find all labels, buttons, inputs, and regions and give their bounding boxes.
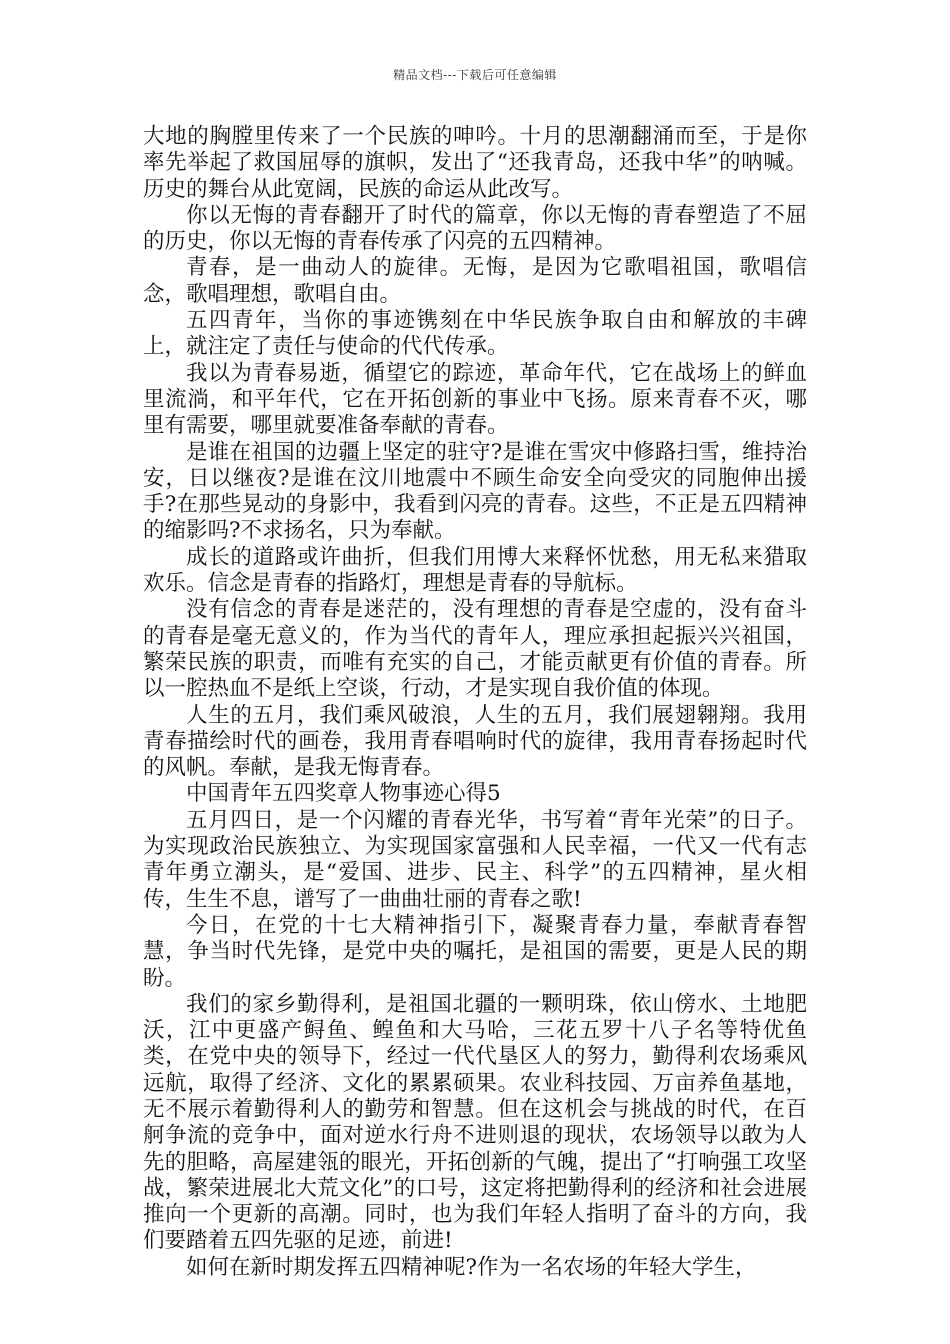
paragraph: 青春，是一曲动人的旋律。无悔，是因为它歌唱祖国，歌唱信念，歌唱理想，歌唱自由。 <box>143 255 807 307</box>
paragraph: 我以为青春易逝，循望它的踪迹，革命年代，它在战场上的鲜血里流淌，和平年代，它在开拓创新的事业中飞扬。原来青春不灭，哪里有需要，哪里就要准备奉献的青春。 <box>143 360 807 439</box>
document-body <box>143 124 807 1281</box>
section-heading: 中国青年五四奖章人物事迹心得5 <box>186 781 501 807</box>
page-header: 精品文档---下载后可任意编辑 <box>393 68 557 82</box>
paragraph: 今日，在党的十七大精神指引下，凝聚青春力量，奉献青春智慧，争当时代先锋，是党中央的嘱托，是祖国的需要，更是人民的期盼。 <box>143 912 807 991</box>
paragraph: 成长的道路或许曲折，但我们用博大来释怀忧愁，用无私来猎取欢乐。信念是青春的指路灯，理想是青春的导航标。 <box>143 544 807 597</box>
paragraph: 我们的家乡勤得利，是祖国北疆的一颗明珠，依山傍水、土地肥沃，江中更盛产鲟鱼、鳇鱼和大马哈，三花五罗十八子名等特优鱼类，在党中央的领导下，经过一代代垦区人的努力，勤得利农场乘风远航，取得了经济、文化的累累硕果。农业科技园、万亩养鱼基地，无不展示着勤得利人的勤劳和智慧。但在这机会与挑战的时代，在百舸争流的竞争中，面对逆水行舟不进则退的现状，农场领导以敢为人先的胆略，高屋建瓴的眼光，开拓创新的气魄，提出了“打响强工攻坚战，繁荣进展北大荒文化”的口号，这定将把勤得利的经济和社会进展推向一个更新的高潮。同时，也为我们年轻人指明了奋斗的方向，我们要踏着五四先驱的足迹，前进! <box>143 991 807 1254</box>
paragraph: 如何在新时期发挥五四精神呢?作为一名农场的年轻大学生， <box>186 1254 757 1280</box>
paragraph: 人生的五月，我们乘风破浪，人生的五月，我们展翅翱翔。我用青春描绘时代的画卷，我用青春唱响时代的旋律，我用青春扬起时代的风帆。奉献，是我无悔青春。 <box>143 702 807 781</box>
paragraph: 没有信念的青春是迷茫的，没有理想的青春是空虚的，没有奋斗的青春是毫无意义的，作为当代的青年人，理应承担起振兴兴祖国，繁荣民族的职责，而唯有充实的自己，才能贡献更有价值的青春。所以一腔热血不是纸上空谈，行动，才是实现自我价值的体现。 <box>143 597 807 702</box>
paragraph: 你以无悔的青春翻开了时代的篇章，你以无悔的青春塑造了不屈的历史，你以无悔的青春传承了闪亮的五四精神。 <box>143 202 807 255</box>
paragraph: 是谁在祖国的边疆上坚定的驻守?是谁在雪灾中修路扫雪，维持治安，日以继夜?是谁在汶川地震中不顾生命安全向受灾的同胞伸出援手?在那些晃动的身影中，我看到闪亮的青春。这些，不正是五四精神的缩影吗?不求扬名，只为奉献。 <box>143 439 807 544</box>
paragraph: 五四青年，当你的事迹镌刻在中华民族争取自由和解放的丰碑上，就注定了责任与使命的代代传承。 <box>143 308 807 360</box>
paragraph: 五月四日，是一个闪耀的青春光华，书写着“青年光荣”的日子。为实现政治民族独立、为实现国家富强和人民幸福，一代又一代有志青年勇立潮头，是“爱国、进步、民主、科学”的五四精神，星火相传，生生不息，谱写了一曲曲壮丽的青春之歌! <box>143 807 807 912</box>
paragraph: 大地的胸膛里传来了一个民族的呻吟。十月的思潮翻涌而至，于是你率先举起了救国屈辱的旗帜，发出了“还我青岛，还我中华”的呐喊。历史的舞台从此宽阔，民族的命运从此改写。 <box>143 124 807 202</box>
